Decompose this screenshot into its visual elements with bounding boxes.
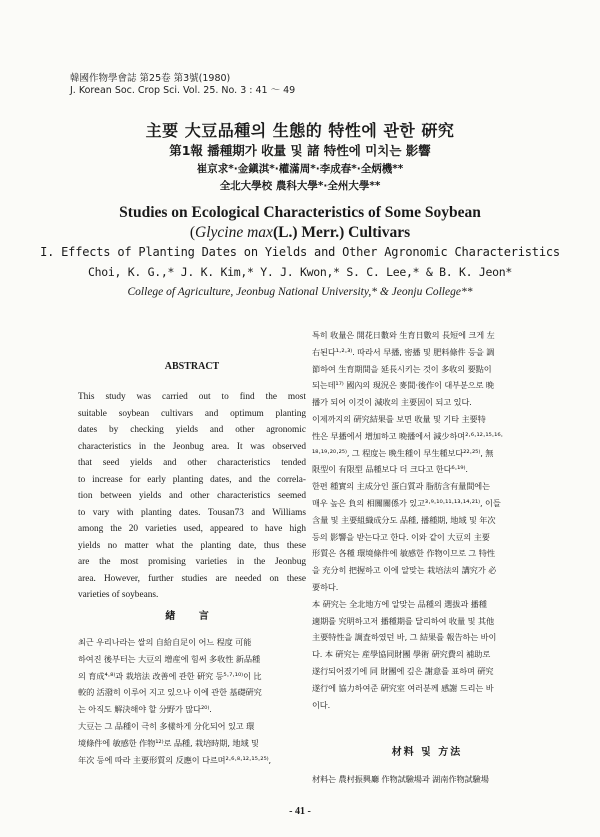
journal-citation — [70, 73, 295, 97]
abstract-text — [78, 389, 306, 604]
right-column-line: 이다. — [312, 699, 331, 710]
abstract-line: to increase for early planting dates, and the correla- — [78, 474, 306, 485]
abstract-line: characteristics in the Jeonbug area. It was observed — [78, 441, 306, 452]
title-rest: (L.) Merr.) Cultivars — [272, 224, 411, 241]
methods-heading: 材料 및 方法 — [391, 747, 463, 758]
right-column-line: 이제까지의 硏究結果를 보면 收量 및 기타 主要特 — [312, 413, 486, 424]
abstract-line: suitable soybean cultivars and optimum planting — [78, 408, 306, 419]
introduction-heading: 緖 言 — [165, 611, 219, 622]
abstract-line: yields no matter what the planting date, thus these — [78, 540, 306, 551]
abstract-line: are the most promising varieties in the Jeonbug — [78, 557, 306, 567]
introduction-line: 境條件에 敏感한 作物¹²⁾로 品種, 栽培時期, 地域 및 — [78, 737, 259, 748]
right-column-line: 遂行에 協力하여준 硏究室 여러분께 感謝 드리는 바 — [312, 682, 494, 693]
introduction-text — [78, 634, 306, 768]
abstract-line: dates by checking yields and other agronomic — [78, 425, 306, 435]
methods-line: 材料는 農村振興廳 作物試驗場과 湖南作物試驗場 — [312, 774, 489, 784]
abstract-line: that seed yields and other characteristics tended — [78, 458, 306, 468]
korean-affiliation: 全北大學校 農科大學*·全州大學** — [219, 180, 381, 192]
right-column-line: 節하여 生育期間을 延長시키는 것이 多收의 要點이 — [312, 363, 492, 374]
english-affiliation: College of Agriculture, Jeonbug National University,* & Jeonju College** — [127, 286, 473, 298]
introduction-line: 최근 우리나라는 쌀의 自給自足이 어느 程度 可能 — [78, 637, 252, 647]
right-column-line: ¹⁸·¹⁹·²⁰·²⁵⁾, 그 程度는 晩生種이 早生種보다²²·²⁵⁾, 無 — [312, 447, 494, 458]
abstract-line: varieties of soybeans. — [78, 590, 159, 600]
right-column-line: 含量 및 主要組織成分도 品種, 播種期, 地域 및 年次 — [312, 514, 496, 525]
right-column-line: 등의 影響을 받는다고 한다. 이와 같이 大豆의 主要 — [312, 531, 490, 542]
english-subtitle: I. Effects of Planting Dates on Yields and Other Agronomic Characteristics — [40, 245, 560, 259]
right-column-line: 遂行되어졌기에 同 財團에 깊은 謝意를 표하며 硏究 — [312, 665, 494, 676]
right-column-line: 되는데¹⁷⁾ 國內의 現況은 麥間·後作이 대부분으로 晩 — [312, 380, 494, 391]
english-authors: Choi, K. G.,* J. K. Kim,* Y. J. Kwon,* S. C. Lee,* & B. K. Jeon* — [88, 265, 512, 279]
abstract-line: This study was carried out to find the most — [78, 392, 306, 402]
introduction-line: 의 育成⁴·⁸⁾과 栽培法 改善에 관한 硏究 등⁵·⁷·¹⁰⁾이 比 — [78, 670, 262, 681]
page-number: - 41 - — [289, 806, 311, 817]
right-column-text — [312, 327, 544, 713]
abstract-line: tion between yields and other characteristics seemed — [78, 491, 306, 501]
species-name: Glycine max — [195, 224, 273, 241]
right-column-line: 性은 早播에서 增加하고 晩播에서 減少하며²·⁶·¹²·¹⁵·¹⁶· — [312, 430, 504, 441]
right-column-line: 形質은 各種 環境條件에 敏感한 作物이므로 그 特性 — [312, 548, 495, 559]
right-column-line: 을 充分히 把握하고 이에 알맞는 栽培法의 講究가 必 — [312, 565, 497, 576]
right-column-line: 한편 種實의 主成分인 蛋白質과 脂肪含有量間에는 — [312, 481, 490, 492]
right-column-line: 本 硏究는 全北地方에 알맞는 品種의 選拔과 播種 — [312, 598, 487, 609]
right-column-line: 限型이 有限型 品種보다 더 크다고 한다⁶·¹⁹⁾. — [312, 464, 468, 475]
introduction-line: 하여진 後부터는 大豆의 增産에 힘써 多收性 新品種 — [78, 653, 261, 664]
right-column-line: 主要特性을 調査하였던 바, 그 結果를 報告하는 바이 — [312, 632, 497, 643]
right-column-line: 適期를 究明하고저 播種期를 달리하여 收量 및 其他 — [312, 615, 495, 626]
journal-english: J. Korean Soc. Crop Sci. Vol. 25. No. 3 : 41 ～ 49 — [70, 85, 296, 96]
introduction-line: 는 아직도 解決해야 할 分野가 많다²⁰⁾. — [78, 704, 212, 715]
right-column-line: 특히 收量은 開花日數와 生育日數의 長短에 크게 左 — [312, 330, 495, 340]
introduction-line: 大豆는 그 品種이 극히 多樣하게 分化되어 있고 環 — [78, 720, 255, 731]
right-column-line: 要하다. — [312, 581, 339, 592]
abstract-heading: ABSTRACT — [164, 361, 220, 372]
english-title-line2 — [0, 224, 600, 242]
english-title-line1: Studies on Ecological Characteristics of Some Soybean — [119, 204, 481, 221]
journal-korean: 韓國作物學會誌 第25卷 第3號(1980) — [70, 73, 231, 84]
introduction-line: 年次 등에 따라 主要形質의 反應이 다르며²·⁶·⁸·¹²·¹⁵·²⁵⁾, — [78, 754, 272, 765]
abstract-line: among the 20 varieties used, appeared to have high — [78, 524, 306, 534]
right-column-line: 매우 높은 負의 相關關係가 있고³·⁹·¹⁰·¹¹·¹³·¹⁴·²¹⁾, 이들 — [312, 497, 501, 508]
korean-subtitle: 第1報 播種期가 收量 및 諸 特性에 미치는 影響 — [169, 143, 431, 158]
right-column-line: 右된다¹·²·³⁾. 따라서 早播, 密播 및 肥料條件 등을 調 — [312, 346, 495, 357]
introduction-line: 較的 活潑히 이루어 지고 있으나 이에 관한 基礎硏究 — [78, 687, 262, 698]
korean-authors: 崔京求*·金鎭淇*·權滿周*·李成春*·全炳機** — [196, 163, 404, 175]
abstract-line: area. However, further studies are needed on these — [78, 573, 306, 584]
methods-text — [312, 771, 544, 788]
korean-title: 主要 大豆品種의 生態的 特性에 관한 硏究 — [145, 121, 455, 140]
abstract-line: to vary with planting dates. Tousan73 and Williams — [78, 507, 306, 518]
right-column-line: 播가 되어 이것이 減收의 主要因이 되고 있다. — [312, 397, 472, 408]
right-column-line: 다. 本 硏究는 産學協同財團 學術 硏究費의 補助로 — [312, 649, 491, 660]
title-paren: ( — [189, 224, 196, 241]
